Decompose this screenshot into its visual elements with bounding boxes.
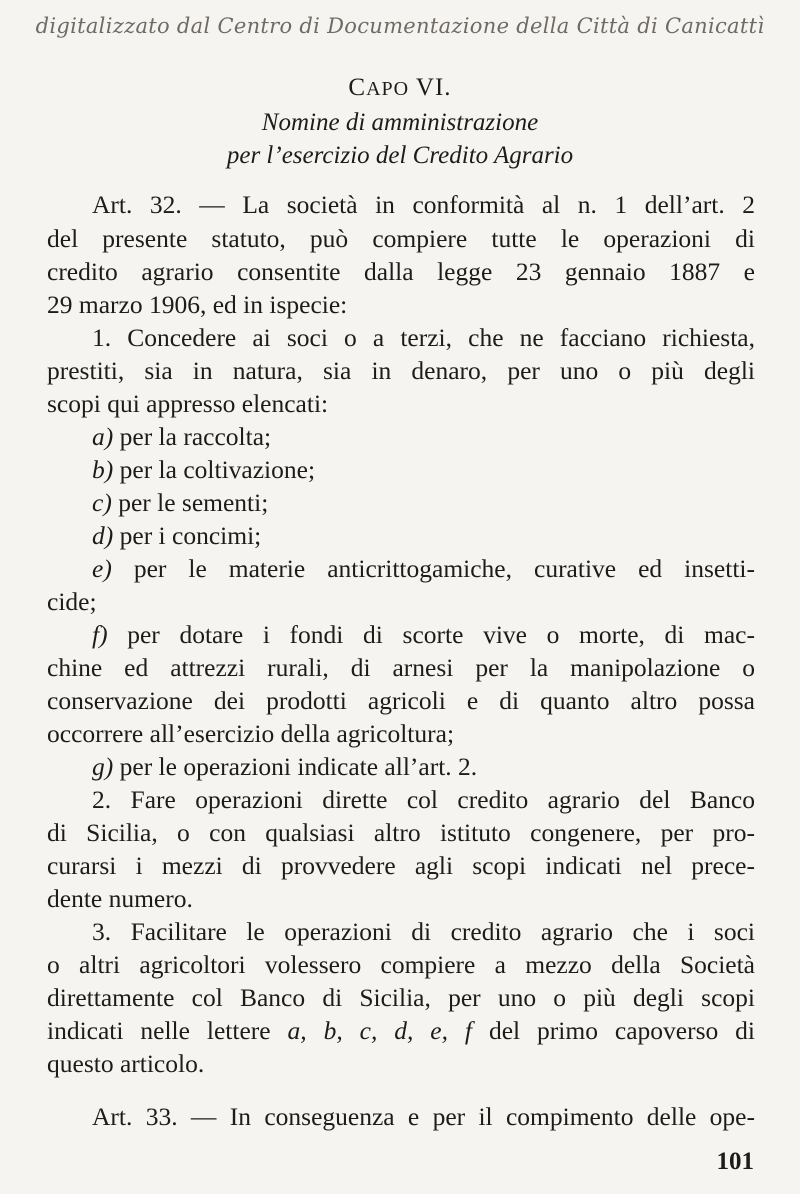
list-item-letter: c): [92, 488, 112, 517]
list-item-letter: d): [92, 521, 114, 550]
list-item-letter: b): [92, 455, 114, 484]
list-item: b) per la coltivazione;: [92, 455, 316, 484]
chapter-heading-numeral: VI.: [409, 74, 452, 101]
text-line: di Sicilia, o con qualsiasi altro istituto congenere, per pro-: [47, 818, 755, 847]
list-item-letter: f): [92, 620, 108, 649]
list-item: d) per i concimi;: [92, 521, 262, 550]
text-line: 29 marzo 1906, ed in ispecie:: [47, 290, 348, 319]
chapter-heading: [0, 74, 800, 102]
list-item: e) per le materie anticrittogamiche, curative ed insetti-: [92, 554, 755, 583]
text-line: chine ed attrezzi rurali, di arnesi per la manipolazione o: [47, 653, 755, 682]
list-item: g) per le operazioni indicate all’art. 2.: [92, 752, 478, 781]
text-line: direttamente col Banco di Sicilia, per uno o più degli scopi: [47, 983, 755, 1012]
text-line: 2. Fare operazioni dirette col credito agrario del Banco: [92, 785, 755, 814]
text-line: scopi qui appresso elencati:: [47, 389, 329, 418]
list-item-letter: e): [92, 554, 112, 583]
text-line: 3. Facilitare le operazioni di credito agrario che i soci: [92, 917, 755, 946]
text-line: dente numero.: [47, 884, 193, 913]
text-line: 1. Concedere ai soci o a terzi, che ne facciano richiesta,: [92, 323, 755, 352]
text-line: Art. 33. — In conseguenza e per il compimento delle ope-: [92, 1102, 755, 1131]
chapter-subtitle-line-1: Nomine di amministrazione: [261, 109, 539, 136]
list-item-letter: a): [92, 422, 114, 451]
list-item: c) per le sementi;: [92, 488, 269, 517]
text-line: indicati nelle lettere a, b, c, d, e, f del primo capoverso di: [47, 1016, 756, 1045]
text-line: del presente statuto, può compiere tutte le operazioni di: [47, 224, 755, 253]
text-line: prestiti, sia in natura, sia in denaro, per uno o più degli: [47, 356, 755, 385]
chapter-heading-smallcaps: APO: [366, 78, 410, 100]
text-line: credito agrario consentite dalla legge 23 gennaio 1887 e: [47, 257, 755, 286]
letter-list: a, b, c, d, e, f: [287, 1016, 473, 1045]
list-item: a) per la raccolta;: [92, 422, 272, 451]
text-line: questo articolo.: [47, 1049, 205, 1078]
text-line: cide;: [47, 587, 97, 616]
page-number: 101: [716, 1148, 754, 1175]
text-line: o altri agricoltori volessero compiere a mezzo della Società: [47, 950, 755, 979]
list-item: f) per dotare i fondi di scorte vive o morte, di mac-: [92, 620, 755, 649]
list-item-letter: g): [92, 752, 114, 781]
text-line: Art. 32. — La società in conformità al n. 1 dell’art. 2: [92, 190, 755, 219]
digitization-watermark: digitalizzato dal Centro di Documentazione della Città di Canicattì: [35, 14, 765, 38]
chapter-heading-initial: C: [348, 74, 367, 101]
text-line: conservazione dei prodotti agricoli e di quanto altro possa: [47, 686, 755, 715]
chapter-subtitle-line-2: per l’esercizio del Credito Agrario: [226, 142, 574, 169]
text-line: occorrere all’esercizio della agricoltura;: [47, 719, 455, 748]
text-line: curarsi i mezzi di provvedere agli scopi indicati nel prece-: [47, 851, 755, 880]
